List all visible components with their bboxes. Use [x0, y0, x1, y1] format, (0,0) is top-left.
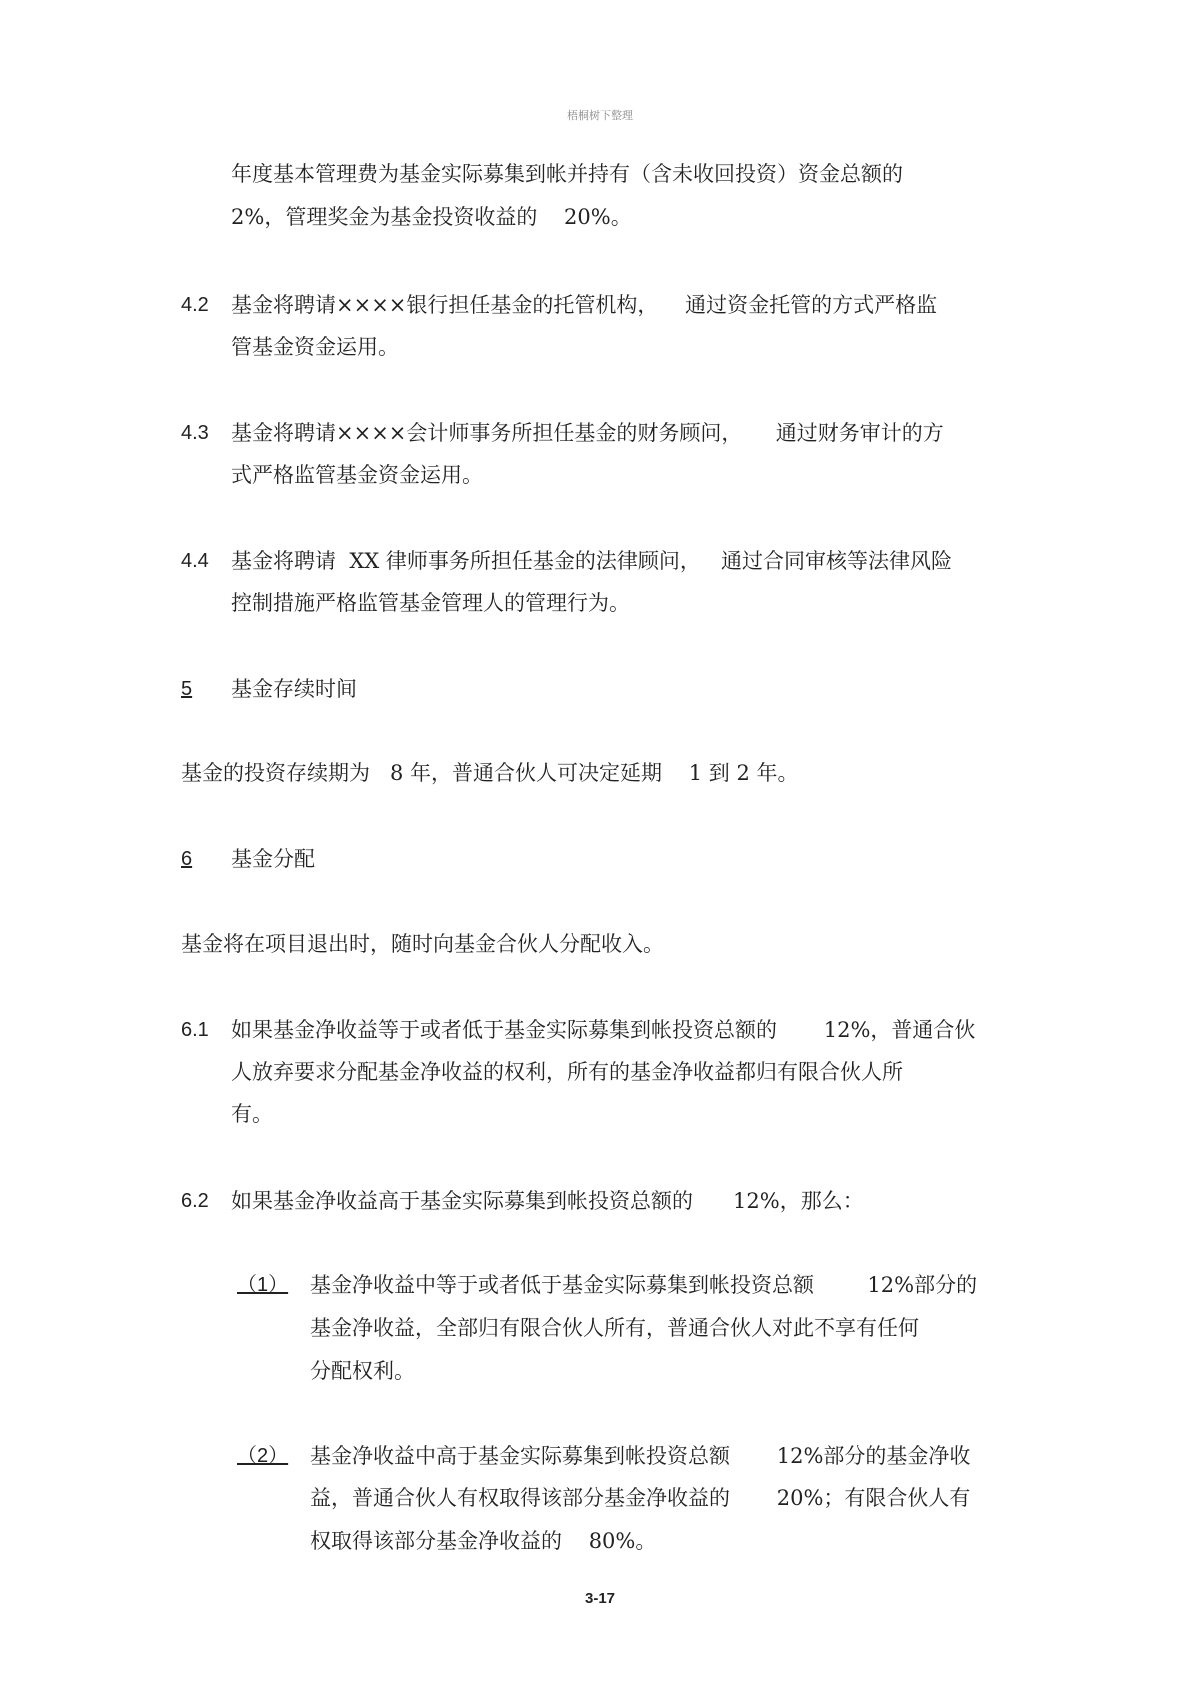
- paragraph-line: 控制措施严格监管基金管理人的管理行为。: [231, 591, 630, 615]
- section-number: 4.2: [181, 294, 209, 316]
- section-number: （1）: [237, 1274, 289, 1296]
- section-number: （2）: [237, 1445, 289, 1467]
- paragraph-line: 基金的投资存续期为 8 年，普通合伙人可决定延期 1 到 2 年。: [181, 761, 799, 785]
- section-number: 4.4: [181, 550, 209, 572]
- paragraph-line: 如果基金净收益等于或者低于基金实际募集到帐投资总额的 12%，普通合伙: [231, 1018, 976, 1042]
- paragraph-line: 有。: [231, 1102, 273, 1126]
- paragraph-line: 分配权利。: [310, 1359, 415, 1383]
- page-number: 3-17: [584, 1590, 616, 1607]
- paragraph-line: 基金存续时间: [231, 677, 357, 701]
- paragraph-line: 基金将在项目退出时，随时向基金合伙人分配收入。: [181, 932, 664, 956]
- paragraph-line: 基金分配: [231, 847, 315, 871]
- paragraph-line: 人放弃要求分配基金净收益的权利，所有的基金净收益都归有限合伙人所: [231, 1060, 903, 1084]
- section-number: 6.1: [181, 1019, 209, 1041]
- paragraph-line: 年度基本管理费为基金实际募集到帐并持有（含未收回投资）资金总额的: [231, 162, 903, 186]
- paragraph-line: 基金将聘请 XX 律师事务所担任基金的法律顾问， 通过合同审核等法律风险: [231, 549, 952, 573]
- paragraph-line: 2%，管理奖金为基金投资收益的 20%。: [231, 205, 632, 229]
- paragraph-line: 如果基金净收益高于基金实际募集到帐投资总额的 12%，那么：: [231, 1189, 864, 1213]
- paragraph-line: 基金净收益，全部归有限合伙人所有，普通合伙人对此不享有任何: [310, 1316, 919, 1340]
- paragraph-line: 基金净收益中等于或者低于基金实际募集到帐投资总额 12%部分的: [310, 1273, 978, 1297]
- paragraph-line: 益，普通合伙人有权取得该部分基金净收益的 20%；有限合伙人有: [310, 1486, 971, 1510]
- section-number: 4.3: [181, 422, 209, 444]
- section-number: 6: [181, 848, 193, 870]
- paragraph-line: 基金将聘请××××会计师事务所担任基金的财务顾问， 通过财务审计的方: [231, 421, 944, 445]
- paragraph-line: 基金将聘请××××银行担任基金的托管机构， 通过资金托管的方式严格监: [231, 293, 938, 317]
- page-header: 梧桐树下整理: [567, 109, 633, 122]
- paragraph-line: 式严格监管基金资金运用。: [231, 463, 483, 487]
- paragraph-line: 权取得该部分基金净收益的 80%。: [310, 1529, 657, 1553]
- section-number: 5: [181, 678, 193, 700]
- section-number: 6.2: [181, 1190, 209, 1212]
- paragraph-line: 管基金资金运用。: [231, 335, 399, 359]
- paragraph-line: 基金净收益中高于基金实际募集到帐投资总额 12%部分的基金净收: [310, 1444, 971, 1468]
